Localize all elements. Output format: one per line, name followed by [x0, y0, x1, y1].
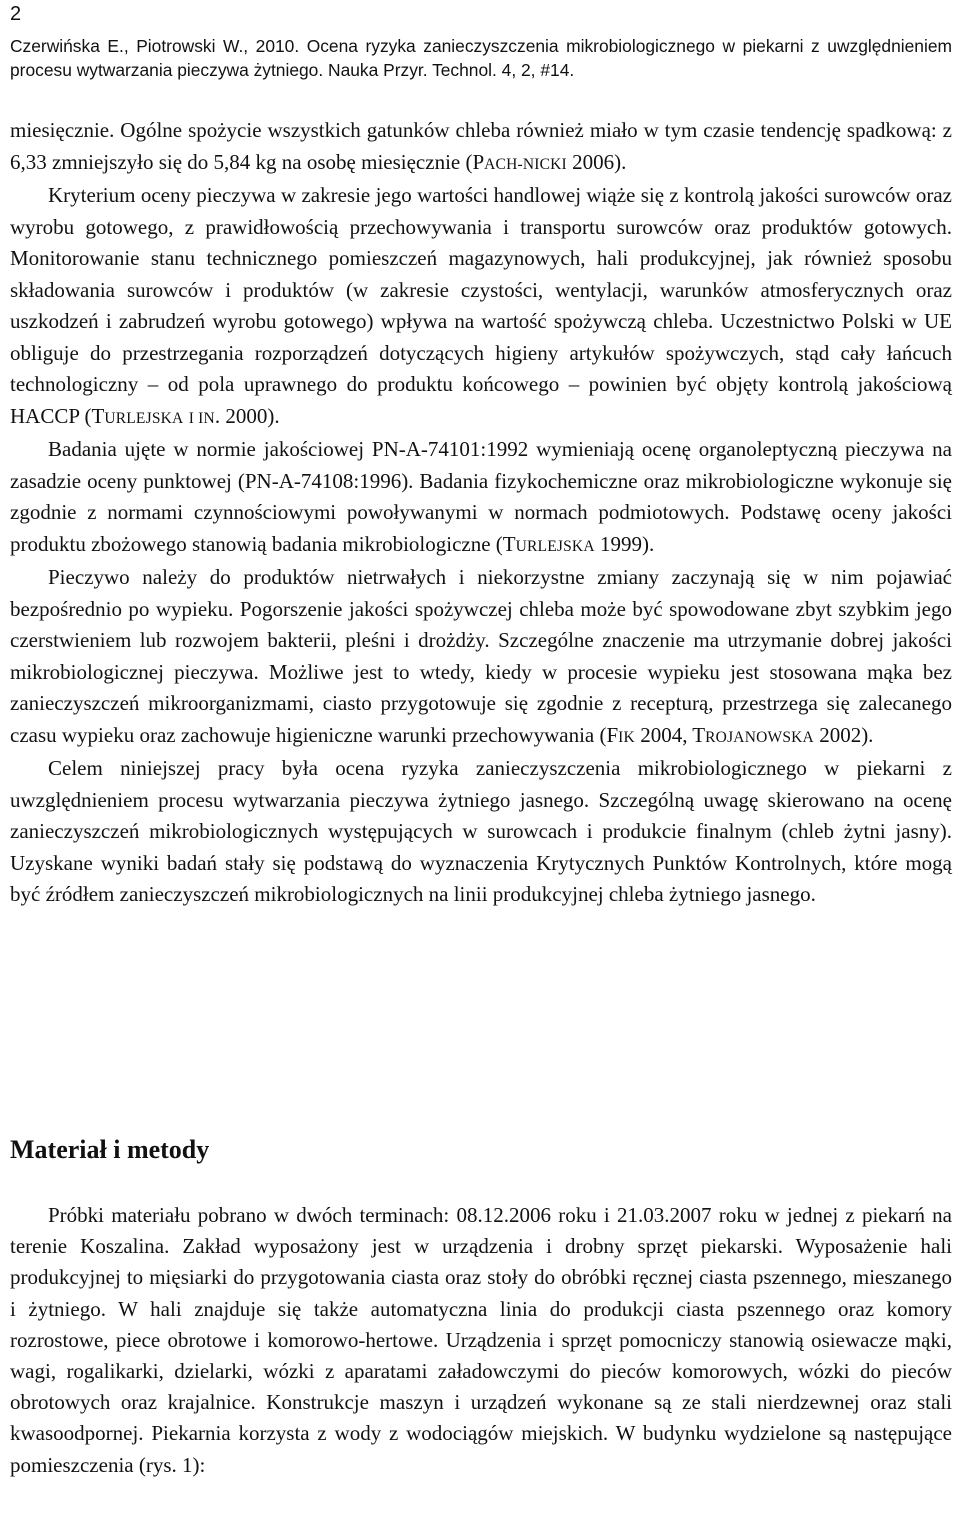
- paragraph-2: Kryterium oceny pieczywa w zakresie jego wartości handlowej wiąże się z kontrolą jakości surowców oraz wyrobu gotowego, z prawidłowością przechowywania i transportu surowców oraz produktów gotowych. Monitorowanie stanu technicznego pomieszczeń magazynowych, hali produkcyjnej, jak również sposobu składowania surowców i produktów (w zakresie czystości, wentylacji, warunków atmosferycznych oraz uszkodzeń i zabrudzeń wyrobu gotowego) wpływa na wartość spożywczą chleba. Uczestnictwo Polski w UE obliguje do przestrzegania rozporządzeń dotyczących higieny artykułów spożywczych, stąd cały łańcuch technologiczny – od pola uprawnego do produktu końcowego – powinien być objęty kontrolą jakościową HACCP (TURLEJSKA I IN. 2000).: [10, 183, 952, 428]
- article-citation: Czerwińska E., Piotrowski W., 2010. Ocena ryzyka zanieczyszczenia mikrobiologicznego w piekarni z uwzględnieniem procesu wytwarzania pieczywa żytniego. Nauka Przyr. Technol. 4, 2, #14.: [10, 36, 952, 80]
- paragraph-4: Pieczywo należy do produktów nietrwałych i niekorzystne zmiany zaczynają się w nim pojawiać bezpośrednio po wypieku. Pogorszenie jakości spożywczej chleba może być spowodowane zbyt szybkim jego czerstwieniem lub rozwojem bakterii, pleśni i drożdży. Szczególne znaczenie ma utrzymanie dobrej jakości mikrobiologicznej pieczywa. Możliwe jest to wtedy, kiedy w procesie wypieku jest stosowana mąka bez zanieczyszczeń mikroorganizmami, ciasto przygotowuje się zgodnie z recepturą, przestrzega się zalecanego czasu wypieku oraz zachowuje higieniczne warunki przechowywania (FIK 2004, TROJANOWSKA 2002).: [10, 565, 952, 747]
- section-heading: Materiał i metody: [10, 1135, 210, 1164]
- introduction-text: [10, 115, 952, 911]
- paragraph-5: Celem niniejszej pracy była ocena ryzyka zanieczyszczenia mikrobiologicznego w piekarni z uwzględnieniem procesu wytwarzania pieczywa żytniego jasnego. Szczególną uwagę skierowano na ocenę zanieczyszczeń mikrobiologicznych występujących w surowcach i produkcie finalnym (chleb żytni jasny). Uzyskane wyniki badań stały się podstawą do wyznaczenia Krytycznych Punktów Kontrolnych, które mogą być źródłem zanieczyszczeń mikrobiologicznych na linii produkcyjnej chleba żytniego jasnego.: [10, 756, 952, 906]
- page-number: 2: [10, 3, 22, 25]
- paragraph-1: miesięcznie. Ogólne spożycie wszystkich gatunków chleba również miało w tym czasie tendencję spadkową: z 6,33 zmniejszyło się do 5,84 kg na osobę miesięcznie (PACH-NICKI 2006).: [10, 118, 952, 174]
- methods-text: [10, 1200, 952, 1481]
- paragraph-3: Badania ujęte w normie jakościowej PN-A-74101:1992 wymieniają ocenę organoleptyczną pieczywa na zasadzie oceny punktowej (PN-A-74108:1996). Badania fizykochemiczne oraz mikrobiologiczne wykonuje się zgodnie z normami czynnościowymi powoływanymi w normach podmiotowych. Podstawę oceny jakości produktu zbożowego stanowią badania mikrobiologiczne (TURLEJSKA 1999).: [10, 437, 952, 556]
- methods-paragraph-1: Próbki materiału pobrano w dwóch terminach: 08.12.2006 roku i 21.03.2007 roku w jednej z piekarń na terenie Koszalina. Zakład wyposażony jest w urządzenia i drobny sprzęt piekarski. Wyposażenie hali produkcyjnej to mięsiarki do przygotowania ciasta oraz stoły do obróbki ręcznej ciasta pszennego, mieszanego i żytniego. W hali znajduje się także automatyczna linia do produkcji ciasta pszennego oraz komory rozrostowe, piece obrotowe i komorowo-hertowe. Urządzenia i sprzęt pomocniczy stanowią osiewacze mąki, wagi, rogalikarki, dzielarki, wózki z aparatami załadowczymi do pieców komorowych, wózki do pieców obrotowych oraz krajalnice. Konstrukcje maszyn i urządzeń wykonane są ze stali nierdzewnej oraz stali kwasoodpornej. Piekarnia korzysta z wody z wodociągów miejskich. W budynku wydzielone są następujące pomieszczenia (rys. 1):: [10, 1203, 952, 1477]
